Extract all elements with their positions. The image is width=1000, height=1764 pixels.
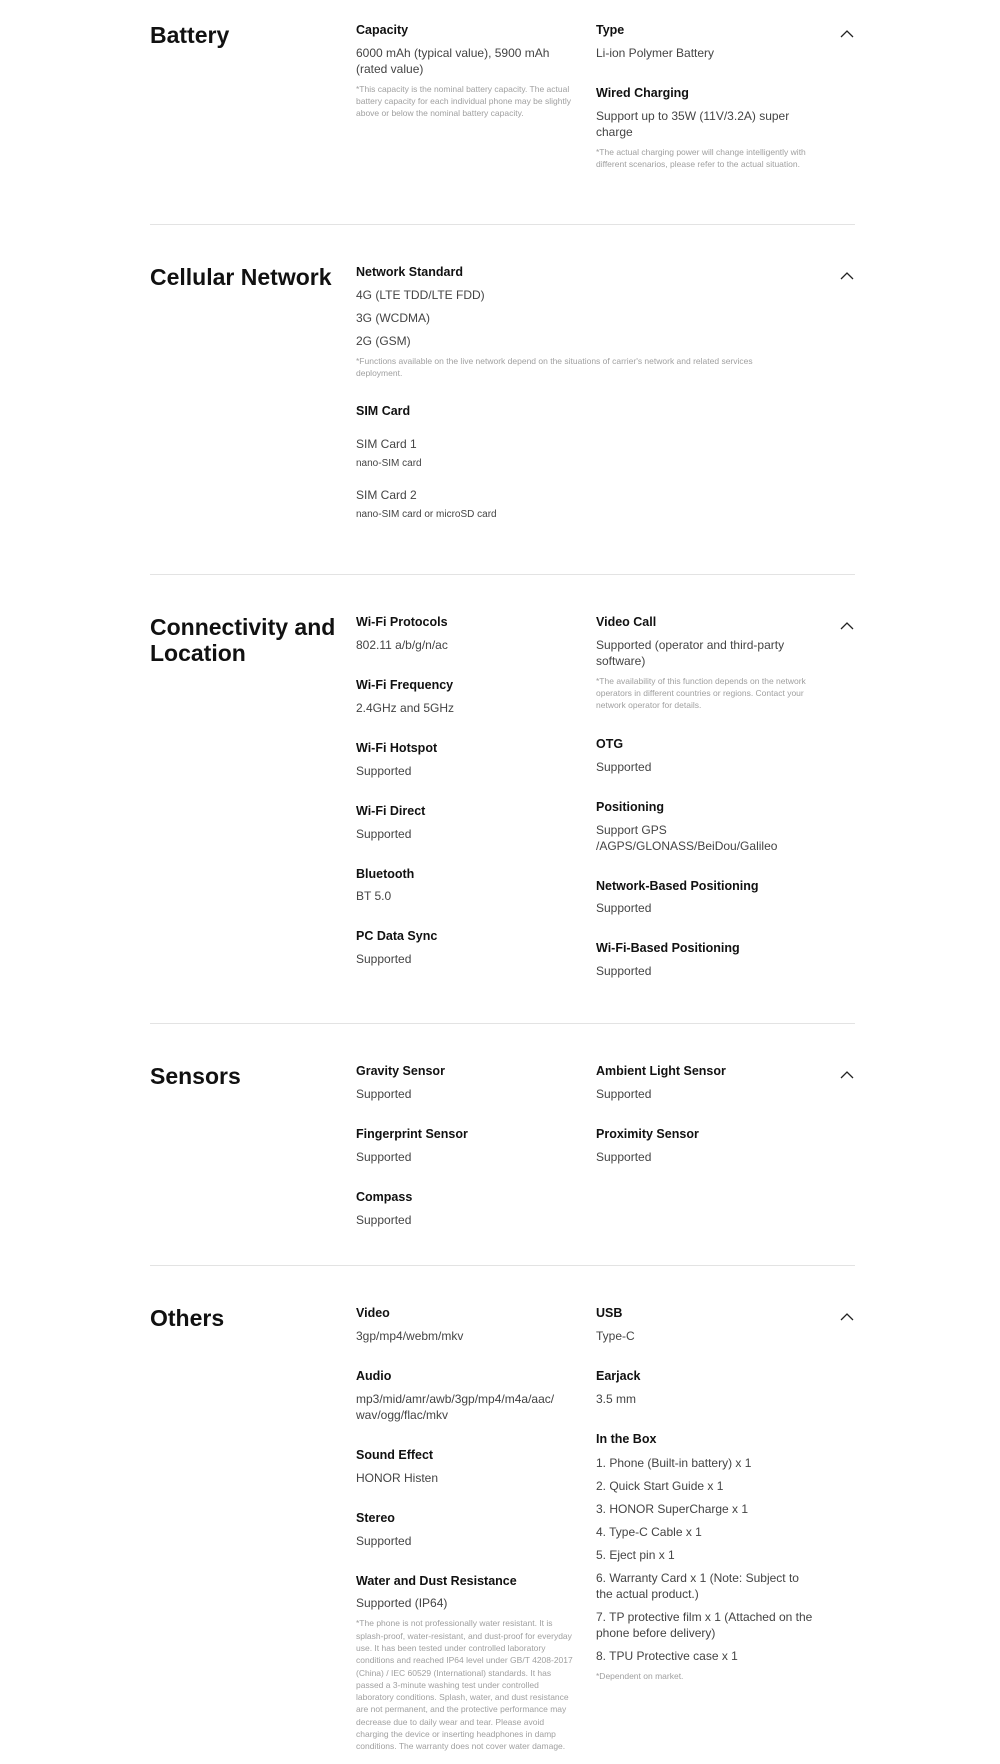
spec-label: Sound Effect	[356, 1447, 434, 1462]
spec-value: Supported	[596, 1149, 652, 1164]
list-item: 6. Warranty Card x 1 (Note: Subject to the actual product.)	[596, 1570, 799, 1601]
spec-value: HONOR Histen	[356, 1470, 439, 1485]
battery-right-column	[596, 22, 816, 194]
chevron-up-icon	[839, 1311, 855, 1323]
spec-item	[356, 1447, 576, 1486]
spec-item	[596, 940, 816, 979]
spec-value: Li-ion Polymer Battery	[596, 45, 715, 60]
spec-label: Compass	[356, 1189, 413, 1204]
collapse-toggle-sensors[interactable]	[839, 1069, 855, 1081]
spec-label: Audio	[356, 1368, 392, 1383]
spec-value: Supported	[596, 759, 652, 774]
list-item: 7. TP protective film x 1 (Attached on the phone before delivery)	[596, 1609, 813, 1640]
collapse-toggle-connectivity[interactable]	[839, 620, 855, 632]
spec-item	[596, 799, 816, 854]
spec-item-in-the-box	[596, 1431, 816, 1682]
spec-value: Supported	[596, 964, 652, 979]
spec-value: Supported	[356, 1086, 412, 1101]
spec-label: Capacity	[356, 23, 409, 37]
sim2-value: nano-SIM card or microSD card	[356, 509, 497, 521]
spec-label: Earjack	[596, 1368, 641, 1383]
spec-item	[356, 1063, 576, 1102]
spec-item	[596, 1063, 816, 1102]
spec-value: 2.4GHz and 5GHz	[356, 700, 455, 715]
spec-value: Supported (IP64)	[356, 1596, 448, 1611]
spec-value: Supported	[596, 901, 652, 916]
section-title: Battery	[150, 22, 230, 48]
section-title: Cellular Network	[150, 264, 332, 290]
spec-note: *Dependent on market.	[596, 1670, 684, 1681]
sim1-value: nano-SIM card	[356, 458, 422, 470]
list-item: 1. Phone (Built-in battery) x 1	[596, 1455, 752, 1470]
spec-value: Supported	[596, 1086, 652, 1101]
spec-item-water-resistance	[356, 1573, 576, 1753]
spec-item-usb	[596, 1305, 816, 1344]
list-item: 2. Quick Start Guide x 1	[596, 1478, 724, 1493]
spec-note: *The availability of this function depends on the network operators in different countries or regions. Contact your network operator for details.	[596, 675, 806, 711]
spec-item-type	[596, 22, 816, 61]
section-divider	[150, 1023, 855, 1024]
spec-item	[356, 614, 576, 653]
spec-label: Water and Dust Resistance	[356, 1573, 517, 1588]
spec-label: Wi-Fi Protocols	[356, 615, 448, 629]
spec-value: Type-C	[596, 1328, 635, 1343]
spec-label: Network-Based Positioning	[596, 878, 759, 893]
spec-item	[356, 1305, 576, 1344]
spec-label: Video	[356, 1306, 390, 1320]
spec-note: *This capacity is the nominal battery capacity. The actual battery capacity for each individual phone may be slightly above or below the nominal battery capacity.	[356, 83, 571, 119]
battery-left-column	[356, 22, 576, 144]
spec-item-earjack	[596, 1368, 816, 1407]
section-divider	[150, 574, 855, 575]
spec-item	[596, 878, 816, 917]
spec-item	[356, 1189, 576, 1228]
spec-label: Wi-Fi Frequency	[356, 677, 454, 692]
spec-label: Network Standard	[356, 265, 463, 279]
spec-value: Support GPS /AGPS/GLONASS/BeiDou/Galileo	[596, 822, 778, 853]
spec-value: BT 5.0	[356, 889, 392, 904]
spec-value: 2G (GSM)	[356, 333, 411, 348]
chevron-up-icon	[839, 28, 855, 40]
others-right-column	[596, 1305, 816, 1706]
list-item: 5. Eject pin x 1	[596, 1547, 675, 1562]
spec-item-wired-charging	[596, 85, 816, 170]
spec-label: Proximity Sensor	[596, 1126, 699, 1141]
collapse-toggle-others[interactable]	[839, 1311, 855, 1323]
spec-item	[356, 677, 576, 716]
sensors-right-column	[596, 1063, 816, 1189]
spec-label: Positioning	[596, 799, 665, 814]
sensors-left-column	[356, 1063, 576, 1252]
list-item: 4. Type-C Cable x 1	[596, 1524, 702, 1539]
collapse-toggle-battery[interactable]	[839, 28, 855, 40]
spec-label: Video Call	[596, 615, 657, 629]
cellular-column	[356, 264, 796, 546]
spec-label: Wi-Fi Hotspot	[356, 740, 438, 755]
spec-label: Wi-Fi-Based Positioning	[596, 941, 740, 956]
spec-note: *The phone is not professionally water resistant. It is splash-proof, water-resistant, and dust-proof for everyday use. It has been tested under controlled laboratory conditions and reached IP64 level under GB/T 4208-2017 (China) / IEC 60529 (International) standards. It has passed a 3-minute washing test under controlled laboratory conditions. Splash, water, and dust resistance are not permanent, and the protective performance may decrease due to daily wear and tear. Please avoid charging the device or inserting headphones in damp conditions. The warranty does not cover water damage.	[356, 1618, 573, 1752]
section-title: Others	[150, 1305, 225, 1331]
others-left-column	[356, 1305, 576, 1753]
spec-value: 3.5 mm	[596, 1391, 637, 1406]
spec-label: In the Box	[596, 1431, 657, 1446]
spec-item	[596, 1126, 816, 1165]
spec-item	[356, 740, 576, 779]
spec-label: Ambient Light Sensor	[596, 1064, 726, 1078]
spec-item	[356, 1510, 576, 1549]
connectivity-left-column	[356, 614, 576, 991]
spec-value: Supported	[356, 1212, 412, 1227]
spec-item-video-call	[596, 614, 816, 712]
spec-label: Fingerprint Sensor	[356, 1126, 468, 1141]
spec-item-capacity	[356, 22, 576, 120]
section-divider	[150, 1265, 855, 1266]
list-item: 8. TPU Protective case x 1	[596, 1648, 738, 1663]
spec-label: Wired Charging	[596, 85, 689, 100]
spec-value: 802.11 a/b/g/n/ac	[356, 637, 448, 652]
spec-label: Type	[596, 23, 625, 37]
section-divider	[150, 224, 855, 225]
spec-value: Supported	[356, 826, 412, 841]
connectivity-right-column	[596, 614, 816, 1003]
spec-label: USB	[596, 1306, 623, 1320]
spec-value: Supported (operator and third-party software)	[596, 637, 785, 668]
section-title: Sensors	[150, 1063, 241, 1089]
sim1-title: SIM Card 1	[356, 437, 417, 452]
spec-item	[356, 1126, 576, 1165]
spec-value: Support up to 35W (11V/3.2A) super charge	[596, 108, 790, 139]
chevron-up-icon	[839, 1069, 855, 1081]
spec-item-network-standard	[356, 264, 796, 379]
spec-item	[356, 803, 576, 842]
spec-label: PC Data Sync	[356, 929, 438, 944]
spec-label: Stereo	[356, 1510, 395, 1525]
spec-note: *The actual charging power will change intelligently with different scenarios, please refer to the actual situation.	[596, 146, 806, 170]
spec-item	[356, 928, 576, 967]
spec-label: SIM Card	[356, 404, 411, 419]
spec-value: Supported	[356, 1533, 412, 1548]
section-title: Connectivity and Location	[150, 614, 336, 667]
list-item: 3. HONOR SuperCharge x 1	[596, 1501, 749, 1516]
chevron-up-icon	[839, 270, 855, 282]
spec-item-sim-card	[356, 403, 796, 522]
spec-item	[596, 736, 816, 775]
spec-item	[356, 866, 576, 905]
spec-value: 4G (LTE TDD/LTE FDD)	[356, 287, 485, 302]
spec-value: 3gp/mp4/webm/mkv	[356, 1328, 464, 1343]
spec-label: Gravity Sensor	[356, 1064, 445, 1078]
sim2-title: SIM Card 2	[356, 488, 417, 503]
spec-value: Supported	[356, 952, 412, 967]
spec-label: Wi-Fi Direct	[356, 803, 426, 818]
spec-value: Supported	[356, 763, 412, 778]
spec-item	[356, 1368, 576, 1423]
spec-value: 3G (WCDMA)	[356, 310, 430, 325]
spec-note: *Functions available on the live network depend on the situations of carrier's network and related services deployment.	[356, 355, 753, 379]
chevron-up-icon	[839, 620, 855, 632]
collapse-toggle-cellular[interactable]	[839, 270, 855, 282]
spec-label: Bluetooth	[356, 866, 415, 881]
spec-value: mp3/mid/amr/awb/3gp/mp4/m4a/aac/ wav/ogg/flac/mkv	[356, 1391, 555, 1422]
spec-value: Supported	[356, 1149, 412, 1164]
spec-value: 6000 mAh (typical value), 5900 mAh (rated value)	[356, 45, 550, 76]
spec-label: OTG	[596, 736, 624, 751]
